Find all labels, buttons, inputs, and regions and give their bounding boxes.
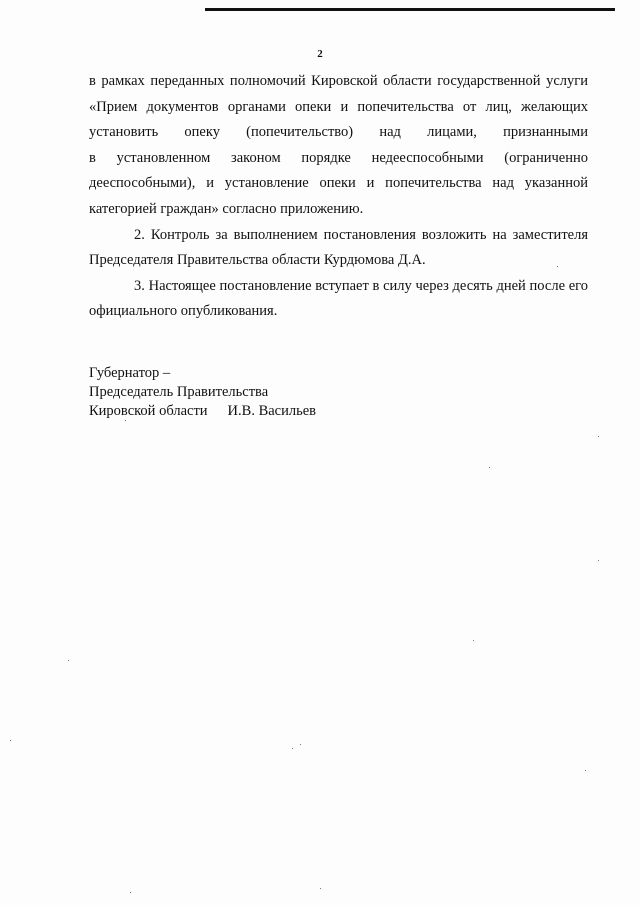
signatory-name: И.В. Васильев bbox=[227, 403, 316, 419]
paragraph-1-line: в установленном законом порядке недееспособными (ограниченно bbox=[89, 149, 588, 166]
paragraph-2 bbox=[89, 223, 588, 274]
top-rule bbox=[205, 8, 615, 11]
scan-speck bbox=[557, 266, 558, 267]
scan-speck bbox=[598, 436, 599, 437]
scan-speck bbox=[473, 640, 474, 641]
scan-speck bbox=[292, 748, 293, 749]
paragraph-1-line: категорией граждан» согласно приложению. bbox=[89, 200, 364, 217]
paragraph-1-line: установить опеку (попечительство) над лицами, признанными bbox=[89, 124, 588, 141]
scan-speck bbox=[300, 744, 301, 745]
scan-speck bbox=[489, 467, 490, 468]
scan-speck bbox=[68, 660, 69, 661]
signature-block bbox=[89, 364, 489, 421]
scan-speck bbox=[130, 892, 131, 893]
signature-final-line bbox=[89, 402, 489, 421]
scan-speck bbox=[320, 888, 321, 889]
signature-position-line: Кировской области bbox=[89, 403, 208, 419]
paragraph-2-line: Председателя Правительства области Курдюмова Д.А. bbox=[89, 252, 426, 269]
paragraph-1-line: дееспособными), и установление опеки и попечительства над указанной bbox=[89, 175, 588, 192]
document-body bbox=[89, 69, 588, 325]
signature-position-line: Председатель Правительства bbox=[89, 384, 269, 400]
signature-position-line: Губернатор – bbox=[89, 365, 171, 381]
paragraph-3-line: официального опубликования. bbox=[89, 303, 278, 320]
paragraph-2-line: 2. Контроль за выполнением постановления возложить на заместителя bbox=[134, 226, 588, 243]
paragraph-1-line: «Прием документов органами опеки и попечительства от лиц, желающих bbox=[89, 98, 588, 115]
scan-speck bbox=[585, 770, 586, 771]
page-number: 2 bbox=[317, 48, 323, 60]
paragraph-3 bbox=[89, 274, 588, 325]
scan-speck bbox=[125, 420, 126, 421]
paragraph-3-line: 3. Настоящее постановление вступает в силу через десять дней после его bbox=[134, 277, 588, 294]
scan-speck bbox=[10, 740, 11, 741]
paragraph-1 bbox=[89, 69, 588, 223]
paragraph-1-line: в рамках переданных полномочий Кировской области государственной услуги bbox=[89, 73, 588, 89]
scan-speck bbox=[598, 560, 599, 561]
